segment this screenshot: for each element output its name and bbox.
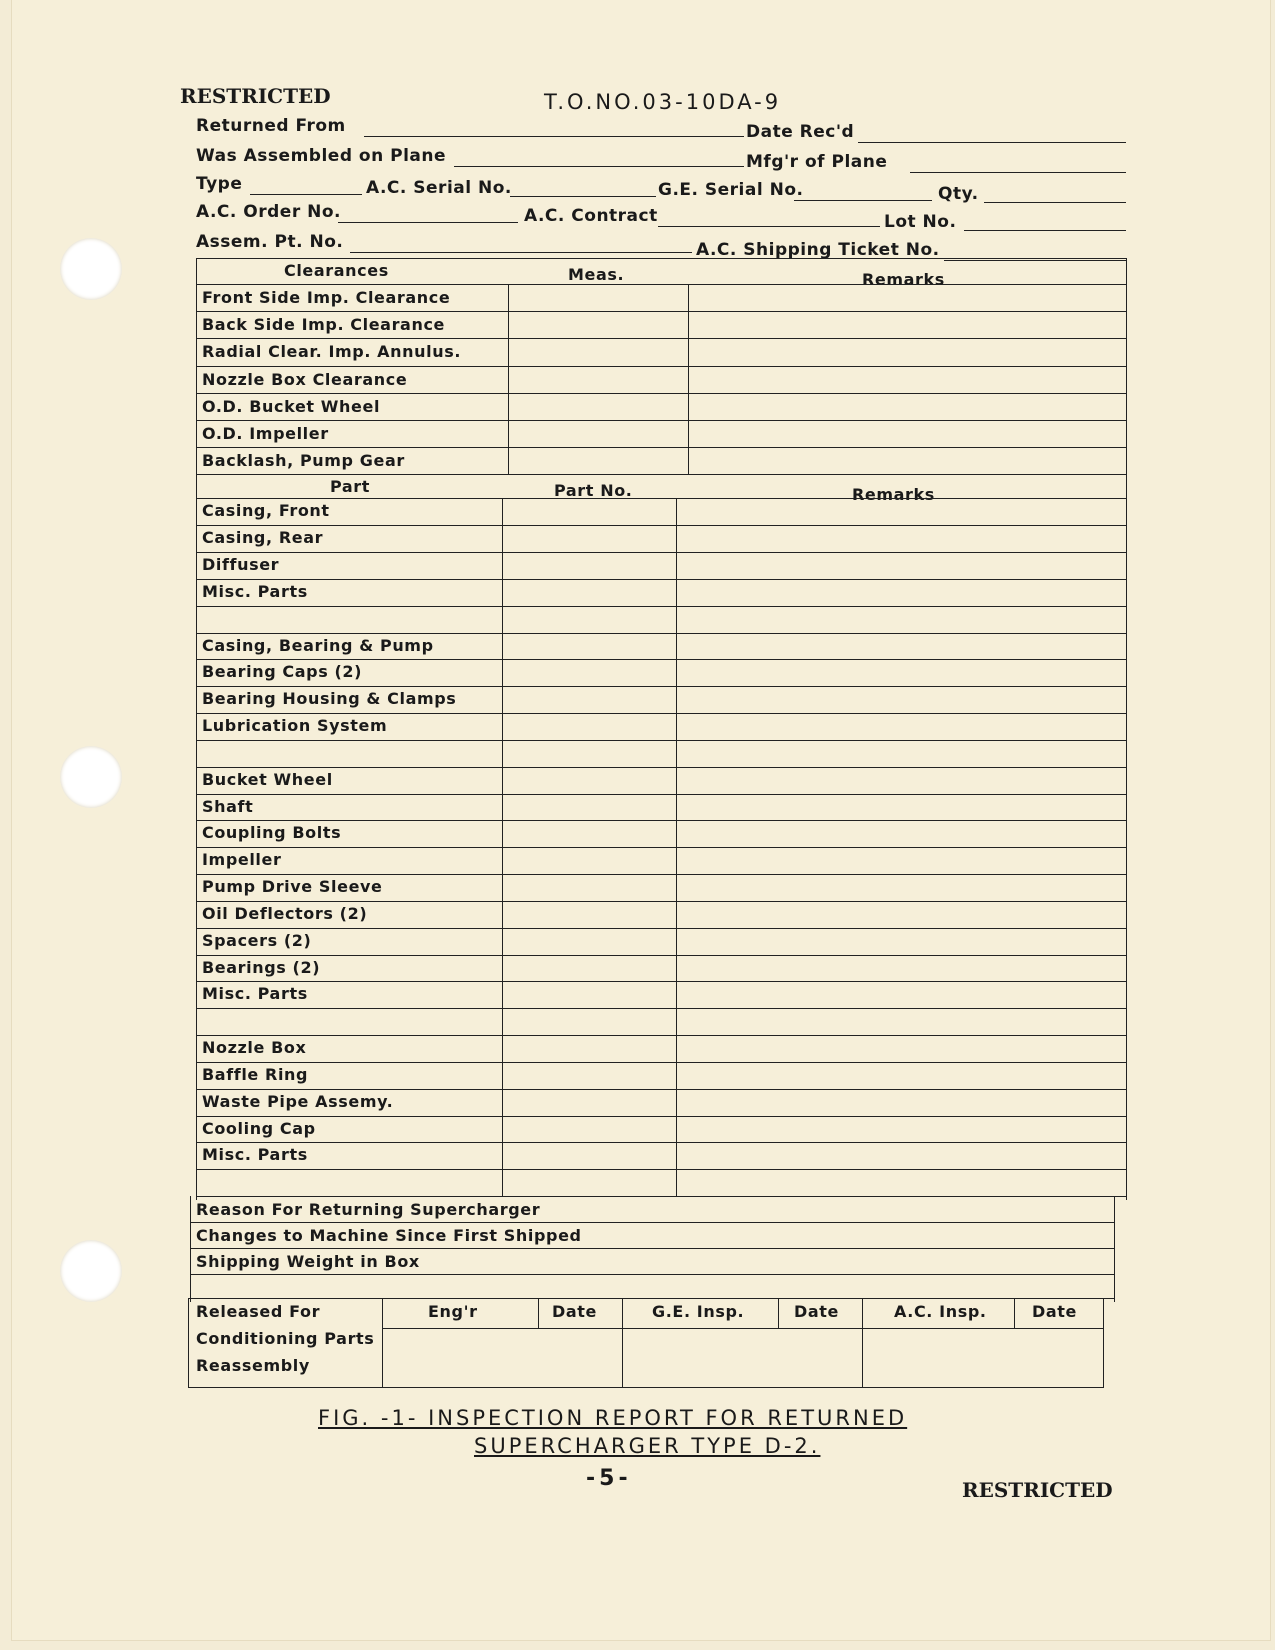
qty-label: Qty. xyxy=(938,184,979,204)
date-recd-field[interactable] xyxy=(858,142,1126,143)
table-rule xyxy=(196,713,1126,714)
part-remarks-cell[interactable] xyxy=(678,688,1124,711)
part-row-label: Bucket Wheel xyxy=(202,769,333,789)
release-column-divider xyxy=(382,1298,383,1388)
table-rule xyxy=(196,552,1126,553)
returned-from-field[interactable] xyxy=(364,136,744,137)
release-row-label: Conditioning Parts xyxy=(196,1329,375,1348)
table-rule xyxy=(196,474,1126,475)
clearance-remarks-cell[interactable] xyxy=(690,286,1124,309)
part-no-cell[interactable] xyxy=(504,796,674,819)
footer-row-label: Shipping Weight in Box xyxy=(196,1252,420,1271)
release-header: A.C. Insp. xyxy=(894,1302,987,1321)
table-rule xyxy=(196,928,1126,929)
clearance-remarks-cell[interactable] xyxy=(690,395,1124,418)
table-border-right xyxy=(1126,258,1127,1200)
part-row-label: Bearing Caps (2) xyxy=(202,662,363,682)
clearance-row-label: O.D. Impeller xyxy=(202,424,329,443)
part-no-cell[interactable] xyxy=(504,1010,674,1033)
part-row-label: Misc. Parts xyxy=(202,984,308,1004)
mfgr-of-plane-label: Mfg'r of Plane xyxy=(746,152,888,172)
release-row-label: Reassembly xyxy=(196,1356,310,1375)
part-no-header: Part No. xyxy=(554,481,633,501)
part-no-cell[interactable] xyxy=(504,957,674,980)
part-remarks-cell[interactable] xyxy=(678,554,1124,577)
table-border-left xyxy=(196,258,197,1200)
table-rule xyxy=(196,366,1126,367)
part-no-cell[interactable] xyxy=(504,661,674,684)
part-no-cell[interactable] xyxy=(504,554,674,577)
clearances-remarks-header: Remarks xyxy=(862,270,945,289)
ac-shipping-ticket-field[interactable] xyxy=(944,260,1126,261)
part-no-cell[interactable] xyxy=(504,903,674,926)
part-no-cell[interactable] xyxy=(504,930,674,953)
page-number: -5- xyxy=(586,1466,632,1491)
clearance-meas-cell[interactable] xyxy=(510,313,686,336)
part-remarks-cell[interactable] xyxy=(678,957,1124,980)
part-remarks-cell[interactable] xyxy=(678,930,1124,953)
table-rule xyxy=(196,525,1126,526)
clearance-meas-cell[interactable] xyxy=(510,286,686,309)
part-row-label: Coupling Bolts xyxy=(202,823,342,843)
table-column-divider xyxy=(688,284,689,474)
part-no-cell[interactable] xyxy=(504,500,674,523)
part-remarks-cell[interactable] xyxy=(678,661,1124,684)
part-no-cell[interactable] xyxy=(504,983,674,1006)
part-remarks-cell[interactable] xyxy=(678,903,1124,926)
table-rule xyxy=(190,1222,1114,1223)
part-row-label: Cooling Cap xyxy=(202,1118,316,1138)
part-no-cell[interactable] xyxy=(504,822,674,845)
part-remarks-cell[interactable] xyxy=(678,500,1124,523)
footer-row-label: Changes to Machine Since First Shipped xyxy=(196,1226,582,1245)
type-field[interactable] xyxy=(250,194,362,195)
part-remarks-cell[interactable] xyxy=(678,1010,1124,1033)
table-rule xyxy=(196,820,1126,821)
assembled-on-plane-field[interactable] xyxy=(454,166,744,167)
footer-entry-field[interactable] xyxy=(572,1250,1106,1272)
part-no-cell[interactable] xyxy=(504,635,674,658)
part-no-cell[interactable] xyxy=(504,742,674,765)
table-rule xyxy=(190,1248,1114,1249)
figure-caption-line1: FIG. -1- INSPECTION REPORT FOR RETURNED xyxy=(318,1406,908,1430)
clearance-row-label: O.D. Bucket Wheel xyxy=(202,396,381,416)
part-remarks-cell[interactable] xyxy=(678,742,1124,765)
table-border-top xyxy=(196,258,1126,259)
ac-contract-label: A.C. Contract xyxy=(524,206,658,226)
ac-serial-no-label: A.C. Serial No. xyxy=(366,178,512,198)
clearance-meas-cell[interactable] xyxy=(510,340,686,363)
release-header: G.E. Insp. xyxy=(652,1302,745,1321)
table-border-right xyxy=(1114,1196,1115,1302)
part-row-label: Nozzle Box xyxy=(202,1038,307,1057)
part-row-label: Pump Drive Sleeve xyxy=(202,877,383,897)
release-column-divider xyxy=(862,1298,863,1388)
binder-hole xyxy=(60,1240,122,1302)
clearance-row-label: Radial Clear. Imp. Annulus. xyxy=(202,342,461,362)
release-header: Date xyxy=(552,1302,597,1321)
signature-field[interactable] xyxy=(624,1330,860,1386)
clearance-remarks-cell[interactable] xyxy=(690,422,1124,445)
ac-order-no-label: A.C. Order No. xyxy=(196,202,341,222)
part-remarks-cell[interactable] xyxy=(678,1144,1124,1167)
clearance-meas-cell[interactable] xyxy=(510,449,686,472)
ac-order-no-field[interactable] xyxy=(338,222,518,223)
part-row-label: Bearings (2) xyxy=(202,957,321,977)
lot-no-label: Lot No. xyxy=(884,212,957,232)
table-rule xyxy=(196,420,1126,421)
clearance-meas-cell[interactable] xyxy=(510,368,686,391)
mfgr-of-plane-field[interactable] xyxy=(910,172,1126,173)
qty-field[interactable] xyxy=(984,202,1126,203)
release-column-divider xyxy=(1014,1298,1015,1328)
meas-header: Meas. xyxy=(568,265,625,284)
figure-caption-line2: SUPERCHARGER TYPE D-2. xyxy=(474,1434,821,1458)
part-row-label: Impeller xyxy=(202,850,282,870)
table-rule xyxy=(196,1196,1126,1197)
release-column-divider xyxy=(538,1298,539,1328)
clearance-meas-cell[interactable] xyxy=(510,422,686,445)
part-remarks-cell[interactable] xyxy=(678,608,1124,631)
part-no-cell[interactable] xyxy=(504,715,674,738)
part-row-label: Lubrication System xyxy=(202,716,388,736)
part-no-cell[interactable] xyxy=(504,1037,674,1060)
part-remarks-cell[interactable] xyxy=(678,769,1124,792)
table-rule xyxy=(196,498,1126,499)
date-recd-label: Date Rec'd xyxy=(746,122,855,142)
part-no-cell[interactable] xyxy=(504,1144,674,1167)
part-no-cell[interactable] xyxy=(504,1064,674,1087)
table-rule xyxy=(196,1169,1126,1170)
table-rule xyxy=(196,901,1126,902)
binder-hole xyxy=(60,746,122,808)
release-row-label: Released For xyxy=(196,1302,321,1321)
part-remarks-cell[interactable] xyxy=(678,983,1124,1006)
ac-serial-no-field[interactable] xyxy=(510,196,656,197)
table-rule xyxy=(196,1008,1126,1009)
clearance-remarks-cell[interactable] xyxy=(690,340,1124,363)
part-remarks-cell[interactable] xyxy=(678,876,1124,899)
table-rule xyxy=(196,311,1126,312)
part-remarks-cell[interactable] xyxy=(678,849,1124,872)
part-remarks-cell[interactable] xyxy=(678,1171,1124,1194)
part-remarks-cell[interactable] xyxy=(678,1064,1124,1087)
table-rule xyxy=(196,1062,1126,1063)
binder-hole xyxy=(60,238,122,300)
part-no-cell[interactable] xyxy=(504,527,674,550)
part-row-label: Casing, Bearing & Pump xyxy=(202,635,434,655)
clearance-meas-cell[interactable] xyxy=(510,395,686,418)
part-no-cell[interactable] xyxy=(504,876,674,899)
clearance-row-label: Backlash, Pump Gear xyxy=(202,451,405,471)
table-rule xyxy=(196,1116,1126,1117)
part-row-label: Casing, Front xyxy=(202,501,330,521)
part-row-label: Waste Pipe Assemy. xyxy=(202,1091,394,1111)
release-header: Eng'r xyxy=(428,1302,478,1321)
clearance-remarks-cell[interactable] xyxy=(690,313,1124,336)
part-remarks-cell[interactable] xyxy=(678,822,1124,845)
part-row-label: Misc. Parts xyxy=(202,581,308,601)
table-rule xyxy=(196,1089,1126,1090)
footer-entry-field[interactable] xyxy=(572,1224,1106,1246)
table-rule xyxy=(196,633,1126,634)
table-border-left xyxy=(190,1196,191,1302)
clearance-row-label: Nozzle Box Clearance xyxy=(202,369,408,389)
restricted-label-top: RESTRICTED xyxy=(180,84,331,108)
returned-from-label: Returned From xyxy=(196,116,346,136)
part-no-cell[interactable] xyxy=(504,1091,674,1114)
table-rule xyxy=(196,981,1126,982)
table-rule xyxy=(196,767,1126,768)
ac-shipping-ticket-label: A.C. Shipping Ticket No. xyxy=(696,240,940,260)
assem-pt-no-label: Assem. Pt. No. xyxy=(196,232,344,252)
table-rule xyxy=(196,1035,1126,1036)
restricted-label-bottom: RESTRICTED xyxy=(962,1478,1113,1502)
table-rule xyxy=(196,579,1126,580)
part-remarks-cell[interactable] xyxy=(678,1091,1124,1114)
part-no-cell[interactable] xyxy=(504,1171,674,1194)
release-column-divider xyxy=(778,1298,779,1328)
table-rule xyxy=(196,659,1126,660)
clearances-header: Clearances xyxy=(284,261,389,280)
ge-serial-no-label: G.E. Serial No. xyxy=(658,180,804,200)
table-rule xyxy=(196,447,1126,448)
document-page xyxy=(12,0,1270,1640)
table-rule xyxy=(196,794,1126,795)
type-label: Type xyxy=(196,174,243,194)
signature-field[interactable] xyxy=(864,1330,1102,1386)
part-row-label: Oil Deflectors (2) xyxy=(202,903,368,923)
part-remarks-cell[interactable] xyxy=(678,1118,1124,1141)
table-rule xyxy=(190,1274,1114,1275)
assembled-on-plane-label: Was Assembled on Plane xyxy=(196,146,446,166)
clearance-remarks-cell[interactable] xyxy=(690,368,1124,391)
part-no-cell[interactable] xyxy=(504,1118,674,1141)
part-remarks-cell[interactable] xyxy=(678,527,1124,550)
clearance-row-label: Back Side Imp. Clearance xyxy=(202,315,445,335)
table-rule xyxy=(196,338,1126,339)
table-rule xyxy=(196,847,1126,848)
part-row-label: Bearing Housing & Clamps xyxy=(202,689,457,709)
part-row-label: Baffle Ring xyxy=(202,1064,309,1084)
part-no-cell[interactable] xyxy=(504,688,674,711)
part-row-label: Spacers (2) xyxy=(202,930,312,950)
table-rule xyxy=(196,740,1126,741)
parts-remarks-header: Remarks xyxy=(852,485,935,505)
table-rule xyxy=(196,955,1126,956)
lot-no-field[interactable] xyxy=(964,230,1126,231)
release-header: Date xyxy=(1032,1302,1077,1321)
release-column-divider xyxy=(622,1298,623,1388)
part-no-cell[interactable] xyxy=(504,581,674,604)
footer-row-label: Reason For Returning Supercharger xyxy=(196,1200,541,1219)
part-row-label: Casing, Rear xyxy=(202,528,324,548)
part-row-label: Shaft xyxy=(202,796,254,816)
release-header: Date xyxy=(794,1302,839,1321)
table-rule xyxy=(196,393,1126,394)
clearance-remarks-cell[interactable] xyxy=(690,449,1124,472)
part-remarks-cell[interactable] xyxy=(678,715,1124,738)
ac-contract-field[interactable] xyxy=(658,226,880,227)
part-row-label: Misc. Parts xyxy=(202,1145,308,1165)
part-header: Part xyxy=(330,477,371,497)
signature-field[interactable] xyxy=(384,1330,620,1386)
footer-entry-field[interactable] xyxy=(572,1198,1106,1220)
technical-order-number: T.O.NO.03-10DA-9 xyxy=(544,90,782,114)
part-no-cell[interactable] xyxy=(504,608,674,631)
part-remarks-cell[interactable] xyxy=(678,635,1124,658)
part-no-cell[interactable] xyxy=(504,769,674,792)
part-remarks-cell[interactable] xyxy=(678,581,1124,604)
table-column-divider xyxy=(508,284,509,474)
table-rule xyxy=(196,1142,1126,1143)
part-no-cell[interactable] xyxy=(504,849,674,872)
assem-pt-no-field[interactable] xyxy=(350,252,692,253)
clearance-row-label: Front Side Imp. Clearance xyxy=(202,288,451,307)
table-rule xyxy=(196,874,1126,875)
release-rule xyxy=(382,1328,1104,1329)
table-rule xyxy=(196,606,1126,607)
part-remarks-cell[interactable] xyxy=(678,1037,1124,1060)
table-rule xyxy=(196,686,1126,687)
ge-serial-no-field[interactable] xyxy=(794,200,932,201)
part-remarks-cell[interactable] xyxy=(678,796,1124,819)
table-rule xyxy=(196,284,1126,285)
part-row-label: Diffuser xyxy=(202,555,280,575)
